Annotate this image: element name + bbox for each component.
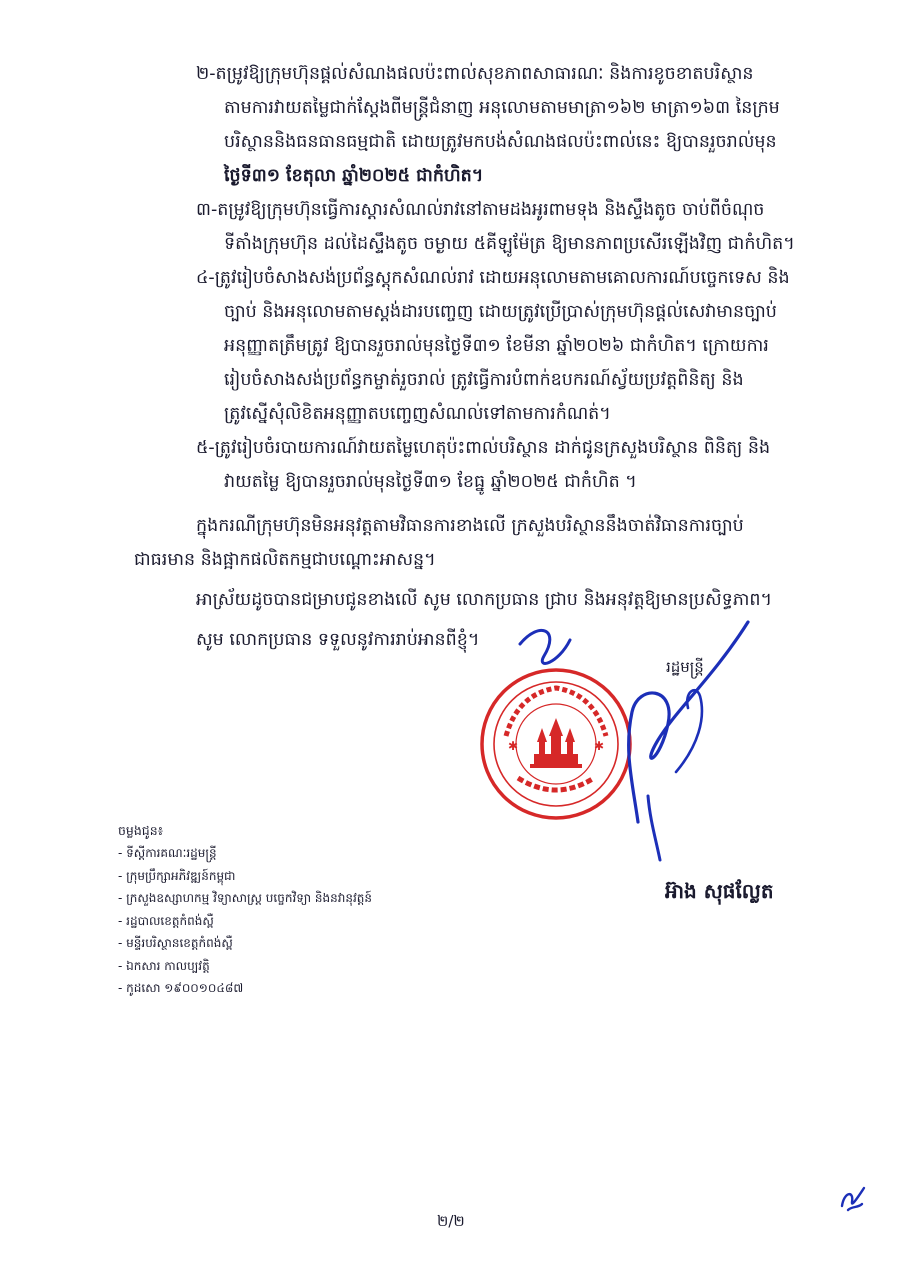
item-3-line-2: ទីតាំងក្រុមហ៊ុន ដល់ដៃស្ទឹងតូច ចម្ងាយ ៥គីឡូម៉ែត្រ ឱ្យមានភាពប្រសើរឡើងវិញ ជាកំហិត។ xyxy=(224,234,795,254)
item-4-line-3: អនុញ្ញាតត្រឹមត្រូវ ឱ្យបានរួចរាល់មុនថ្ងៃទី៣១ ខែមីនា ឆ្នាំ២០២៦ ជាកំហិត។ ក្រោយការ xyxy=(224,336,769,356)
item-5-line-2: វាយតម្លៃ ឱ្យបានរួចរាល់មុនថ្ងៃទី៣១ ខែធ្នូ ឆ្នាំ២០២៥ ជាកំហិត ។ xyxy=(224,472,637,492)
item-5-line-1: ៥-ត្រូវរៀបចំរបាយការណ៍វាយតម្លៃហេតុប៉ះពាល់បរិស្ថាន ដាក់ជូនក្រសួងបរិស្ថាន ពិនិត្យ និង xyxy=(196,438,771,458)
cc-item: - ឯកសារ កាលប្បវត្តិ xyxy=(118,958,210,973)
item-4-line-4: រៀបចំសាងសង់ប្រព័ន្ធកម្ចាត់រួចរាល់ ត្រូវធ្វើការបំពាក់ឧបករណ៍ស្វ័យប្រវត្តពិនិត្យ និង xyxy=(224,370,744,390)
closing-paragraph xyxy=(134,509,744,577)
measure-item-3 xyxy=(196,193,795,261)
item-4-line-2: ច្បាប់ និងអនុលោមតាមស្តង់ដារបញ្ចេញ ដោយត្រូវប្រើប្រាស់ក្រុមហ៊ុនផ្តល់សេវាមានច្បាប់ xyxy=(224,302,777,322)
cc-item: - ក្រសួងឧស្សាហកម្ម វិទ្យាសាស្ត្រ បច្ចេកវិទ្យា និងនវានុវត្តន៍ xyxy=(118,891,373,905)
item-2-line-4: ថ្ងៃទី៣១ ខែតុលា ឆ្នាំ២០២៥ ជាកំហិត។ xyxy=(224,166,484,186)
cc-item: - មន្ទីរបរិស្ថានខេត្តកំពង់ស្ពឺ xyxy=(118,936,233,950)
cc-item: - ក្រុមប្រឹក្សាអភិវឌ្ឍន៍កម្ពុជា xyxy=(118,868,236,883)
seal-star-right-icon: ✱ xyxy=(594,739,605,753)
respect-line: សូម លោកប្រធាន ទទួលនូវការរាប់អានពីខ្ញុំ។ xyxy=(196,630,480,650)
item-3-line-1: ៣-តម្រូវឱ្យក្រុមហ៊ុនធ្វើការស្តារសំណល់រាវនៅតាមដងអូរពាមទុង និងស្ទឹងតូច ចាប់ពីចំណុច xyxy=(196,200,765,220)
minister-name: អ៊ាង សុផល្លែត xyxy=(665,879,774,903)
measure-item-5 xyxy=(196,431,770,499)
cc-item: - រដ្ឋបាលខេត្តកំពង់ស្ពឺ xyxy=(118,913,214,928)
item-2-line-2: តាមការវាយតម្លៃជាក់ស្តែងពីមន្ត្រីជំនាញ អនុលោមតាមមាត្រា១៦២ មាត្រា១៦៣ នៃក្រម xyxy=(224,98,780,118)
item-4-line-5: ត្រូវស្នើសុំលិខិតអនុញ្ញាតបញ្ចេញសំណល់ទៅតាមការកំណត់។ xyxy=(224,404,611,424)
page-number: ២/២ xyxy=(437,1212,465,1230)
minister-signature xyxy=(500,600,760,880)
measure-item-4 xyxy=(196,261,790,431)
request-line: អាស្រ័យដូចបានជម្រាបជូនខាងលើ សូម លោកប្រធាន ជ្រាប និងអនុវត្តឱ្យមានប្រសិទ្ធភាព។ xyxy=(196,590,773,610)
minister-title: រដ្ឋមន្ត្រី xyxy=(666,658,704,676)
item-4-line-1: ៤-ត្រូវរៀបចំសាងសង់ប្រព័ន្ធស្តុកសំណល់រាវ ដោយអនុលោមតាមគោលការណ៍បច្ចេកទេស និង xyxy=(196,268,790,288)
item-2-line-1: ២-តម្រូវឱ្យក្រុមហ៊ុនផ្តល់សំណងផលប៉ះពាល់សុខភាពសាធារណៈ និងការខូចខាតបរិស្ថាន xyxy=(196,64,754,84)
cc-list xyxy=(118,842,372,1000)
cc-item: - ទីស្តីការគណៈរដ្ឋមន្ត្រី xyxy=(118,846,217,860)
closing-line-2: ជាធរមាន និងផ្អាកផលិតកម្មជាបណ្តោះអាសន្ន។ xyxy=(134,550,436,570)
item-2-line-3: បរិស្ថាននិងធនធានធម្មជាតិ ដោយត្រូវមកបង់សំណងផលប៉ះពាល់នេះ ឱ្យបានរួចរាល់មុន xyxy=(224,132,777,152)
measure-item-2 xyxy=(196,57,780,193)
closing-line-1: ក្នុងករណីក្រុមហ៊ុនមិនអនុវត្តតាមវិធានការខាងលើ ក្រសួងបរិស្ថាននឹងចាត់វិធានការច្បាប់ xyxy=(196,516,744,536)
cc-title: ចម្លងជូន៖ xyxy=(118,823,164,838)
cc-item: - កូដសោ ១៩០០១០៤៨៧ xyxy=(118,981,244,995)
initial-mark xyxy=(838,1184,868,1214)
seal-star-left-icon: ✱ xyxy=(508,739,519,753)
